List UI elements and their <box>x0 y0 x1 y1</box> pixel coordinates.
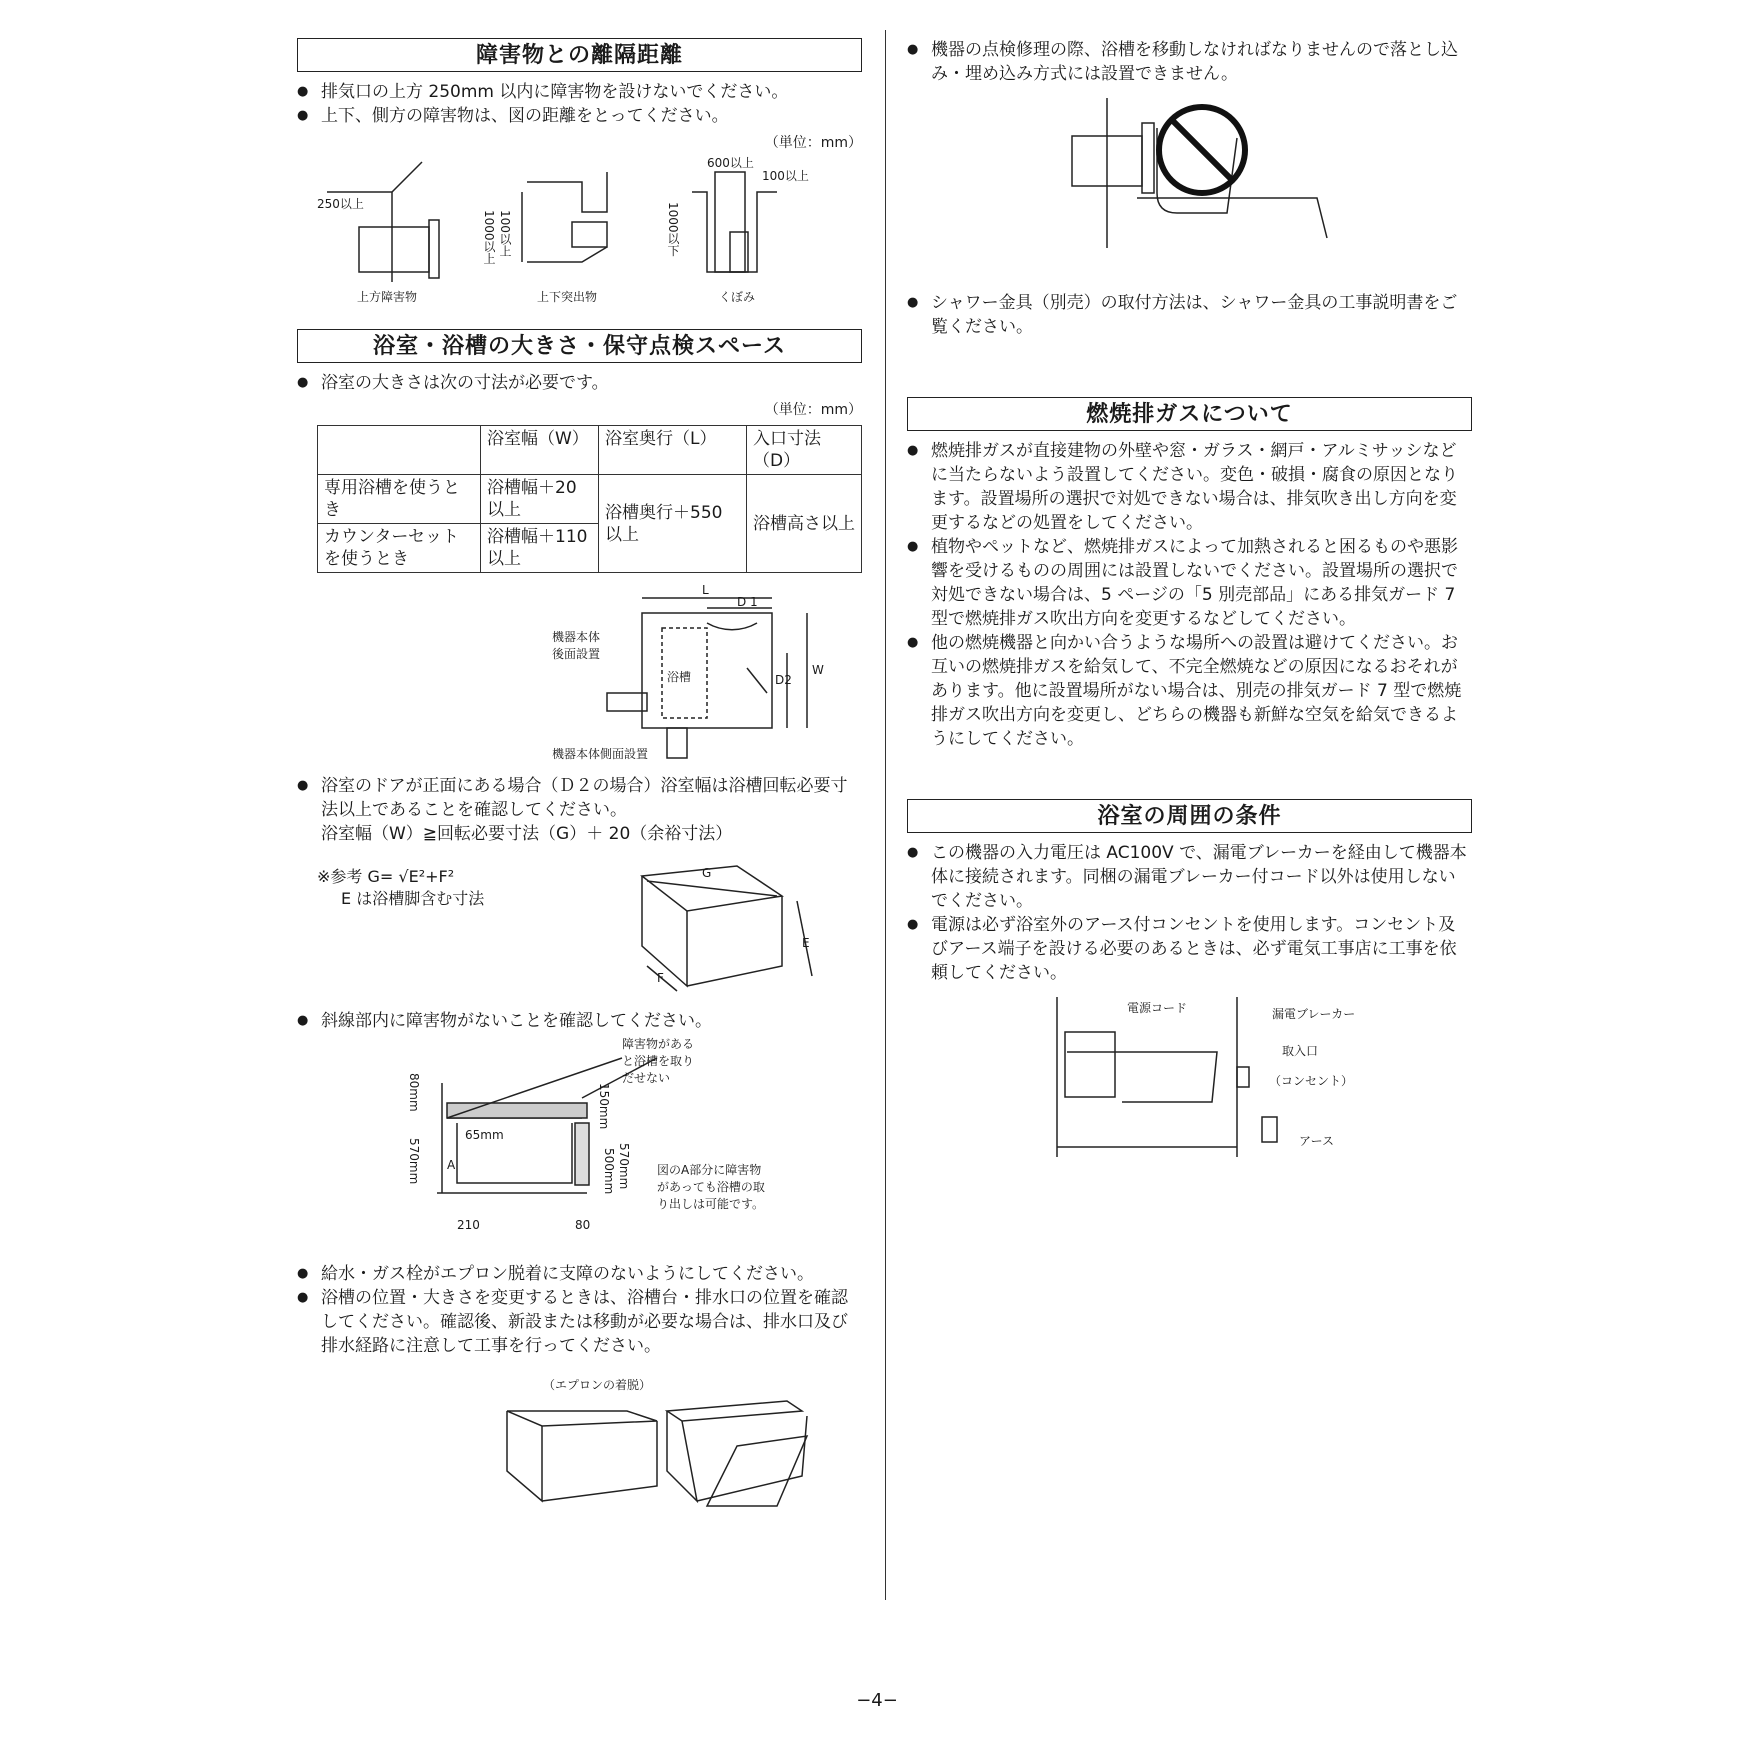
section-label: A <box>447 1158 456 1172</box>
table-cell: 浴槽幅＋110 以上 <box>481 524 599 573</box>
unit-label: （単位：mm） <box>764 135 862 151</box>
size-bullets <box>297 371 862 395</box>
apron-figure <box>297 1376 862 1526</box>
section-title-surroundings: 浴室の周囲の条件 <box>907 799 1472 833</box>
plan-label: 浴槽 <box>667 670 692 684</box>
power-label: アース <box>1299 1134 1335 1148</box>
table-cell: カウンターセットを使うとき <box>318 524 481 573</box>
list-item: ● 上下、側方の障害物は、図の距離をとってください。 <box>297 104 862 128</box>
power-diagram <box>907 997 1472 1172</box>
table-cell: 専用浴槽を使うとき <box>318 475 481 524</box>
figure-caption: 上下突出物 <box>536 290 597 304</box>
unit-label: （単位：mm） <box>764 402 862 418</box>
rotation-label: G <box>702 866 712 880</box>
list-item: ● 浴室のドアが正面にある場合（Ｄ２の場合）浴室幅は浴槽回転必要寸法以上であることを確認してください。 <box>297 774 862 822</box>
left-column <box>297 38 862 1526</box>
figure-caption: くぼみ <box>718 290 755 304</box>
dim-label: 100以上 <box>762 169 809 183</box>
section-title-clearance: 障害物との離隔距離 <box>297 38 862 72</box>
table-row <box>318 426 862 475</box>
dim-label: 250以上 <box>317 197 364 211</box>
page-number: −4− <box>856 1690 898 1711</box>
table-header: 浴室奥行（L） <box>599 426 747 475</box>
reference-formula: ※参考 G= √E²+F² <box>317 867 455 886</box>
list-item: ● 植物やペットなど、燃焼排ガスによって加熱されると困るものや悪影響を受けるものの周囲には設置しないでください。設置場所の選択で対処できない場合は、5 ページの「5 別売部品」にある排気ガード 7 型で燃焼排ガス吹出方向を変更するなどしてください。 <box>907 535 1472 631</box>
rotation-diagram <box>297 856 862 1001</box>
right-column <box>907 38 1472 1172</box>
list-item: ● この機器の入力電圧は AC100V で、漏電ブレーカーを経由して機器本体に接続されます。同梱の漏電ブレーカー付コード以外は使用しないでください。 <box>907 841 1472 913</box>
section-label: 65mm <box>465 1128 504 1142</box>
power-label: （コンセント） <box>1269 1074 1354 1088</box>
surroundings-bullets <box>907 841 1472 985</box>
section-label: 570mm <box>617 1143 631 1190</box>
rotation-label: F <box>657 971 664 985</box>
section-label: 150mm <box>597 1083 611 1130</box>
door-bullets <box>297 774 862 822</box>
shower-bullets <box>907 291 1472 339</box>
section-title-exhaust: 燃焼排ガスについて <box>907 397 1472 431</box>
table-header: 入口寸法（D） <box>747 426 862 475</box>
plan-label: L <box>702 583 709 597</box>
size-table <box>317 425 862 573</box>
power-label: 漏電ブレーカー <box>1272 1007 1356 1021</box>
list-item: ● 機器の点検修理の際、浴槽を移動しなければなりませんので落とし込み・埋め込み方式には設置できません。 <box>907 38 1472 86</box>
list-item: ● シャワー金具（別売）の取付方法は、シャワー金具の工事説明書をご覧ください。 <box>907 291 1472 339</box>
section-title-bathroom-size: 浴室・浴槽の大きさ・保守点検スペース <box>297 329 862 363</box>
clearance-bullets <box>297 80 862 128</box>
rotation-figure <box>297 856 862 1001</box>
table-cell: 浴槽奥行＋550 以上 <box>599 475 747 573</box>
dim-label: 1000以上 <box>482 210 496 265</box>
plan-label: 機器本体後面設置 <box>552 630 601 661</box>
plan-label: D2 <box>775 673 792 687</box>
section-label: 図のA部分に障害物があっても浴槽の取り出しは可能です。 <box>657 1163 765 1211</box>
reference-detail: E は浴槽脚含む寸法 <box>341 889 485 908</box>
dim-label: 100以上 <box>498 210 512 257</box>
section-label: 障害物があると浴槽を取りだせない <box>622 1037 695 1085</box>
table-cell: 浴槽高さ以上 <box>747 475 862 573</box>
hatched-bullets <box>297 1009 862 1033</box>
section-label: 570mm <box>407 1138 421 1185</box>
plan-label: 機器本体側面設置 <box>552 747 649 761</box>
list-item: ● 浴室の大きさは次の寸法が必要です。 <box>297 371 862 395</box>
table-cell: 浴槽幅＋20 以上 <box>481 475 599 524</box>
list-item: ● 燃焼排ガスが直接建物の外壁や窓・ガラス・網戸・アルミサッシなどに当たらないよう設置してください。変色・破損・腐食の原因となります。設置場所の選択で対処できない場合は、排気吹き出し方向を変更するなどの処置をしてください。 <box>907 439 1472 535</box>
section-label: 210 <box>457 1218 480 1232</box>
list-item: ● 給水・ガス栓がエプロン脱着に支障のないようにしてください。 <box>297 1262 862 1286</box>
column-divider <box>885 30 886 1600</box>
power-label: 電源コード <box>1127 1001 1188 1015</box>
prohibited-install-diagram <box>907 98 1472 273</box>
list-item: ● 電源は必ず浴室外のアース付コンセントを使用します。コンセント及びアース端子を設ける必要のあるときは、必ず電気工事店に工事を依頼してください。 <box>907 913 1472 985</box>
section-label: 500mm <box>602 1148 616 1195</box>
list-item: ● 他の燃焼機器と向かい合うような場所への設置は避けてください。お互いの燃焼排ガスを給気して、不完全燃焼などの原因になるおそれがあります。他に設置場所がない場合は、別売の排気ガード 7 型で燃焼排ガス吹出方向を変更し、どちらの機器も新鮮な空気を給気できるようにしてください。 <box>907 631 1472 751</box>
section-diagram <box>297 1033 862 1248</box>
table-row <box>318 475 862 524</box>
formula-text: 浴室幅（W）≧回転必要寸法（G）＋ 20（余裕寸法） <box>321 824 733 844</box>
table-header: 浴室幅（W） <box>481 426 599 475</box>
power-label: 取入口 <box>1282 1044 1319 1058</box>
list-item: ● 浴槽の位置・大きさを変更するときは、浴槽台・排水口の位置を確認してください。確認後、新設または移動が必要な場合は、排水口及び排水経路に注意して工事を行ってください。 <box>297 1286 862 1358</box>
list-item: ● 斜線部内に障害物がないことを確認してください。 <box>297 1009 862 1033</box>
power-figure <box>907 997 1472 1172</box>
figure-caption: （エプロンの着脱） <box>542 1378 651 1392</box>
rotation-label: E <box>802 936 810 950</box>
bathroom-plan-figure <box>297 573 862 768</box>
drop-in-bullets <box>907 38 1472 86</box>
dim-label: 1000以下 <box>666 202 680 257</box>
plan-label: W <box>812 663 824 677</box>
section-figure <box>297 1033 862 1248</box>
section-label: 80 <box>575 1218 591 1232</box>
plan-label: D 1 <box>737 595 758 609</box>
apron-bullets <box>297 1262 862 1358</box>
clearance-figure <box>297 152 862 307</box>
figure-caption: 上方障害物 <box>356 290 417 304</box>
apron-diagram <box>297 1376 862 1526</box>
table-header <box>318 426 481 475</box>
exhaust-bullets <box>907 439 1472 751</box>
section-label: 80mm <box>407 1073 421 1112</box>
dim-label: 600以上 <box>707 156 754 170</box>
list-item: ● 排気口の上方 250mm 以内に障害物を設けないでください。 <box>297 80 862 104</box>
prohibited-install-figure <box>907 98 1472 273</box>
bathroom-plan-diagram <box>297 573 862 768</box>
